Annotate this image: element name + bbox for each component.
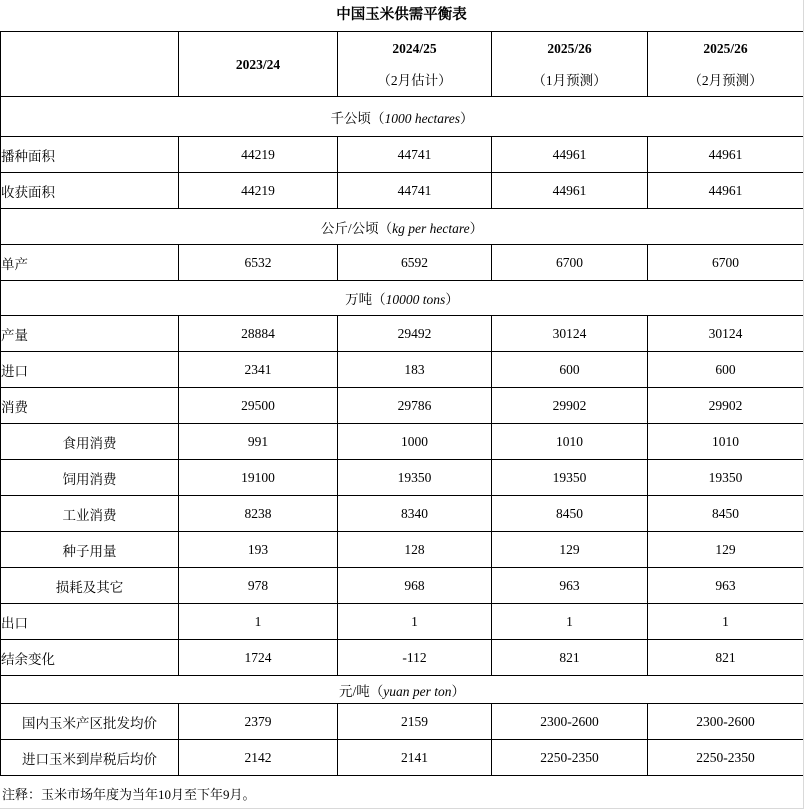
cell-value: 2250-2350	[492, 740, 648, 776]
header-year: 2025/26	[703, 40, 748, 56]
cell-value: 8340	[338, 496, 492, 532]
header-cell-2025-26-jan	[492, 32, 648, 97]
table-row	[1, 388, 804, 424]
cell-value: 193	[179, 532, 338, 568]
unit-label-en: kg per hectare	[392, 220, 470, 236]
cell-value: 1000	[338, 424, 492, 460]
header-year: 2023/24	[235, 56, 281, 72]
cell-value: 44961	[492, 137, 648, 173]
cell-value: 991	[179, 424, 338, 460]
cell-value: -112	[338, 640, 492, 676]
cell-value: 1	[648, 604, 804, 640]
table-row	[1, 704, 804, 740]
cell-value: 29492	[338, 316, 492, 352]
row-label: 进口	[1, 352, 179, 388]
cell-value: 2142	[179, 740, 338, 776]
table-row	[1, 424, 804, 460]
cell-value: 6532	[179, 245, 338, 281]
row-label: 饲用消费	[1, 460, 179, 496]
unit-label-en: yuan per ton	[383, 683, 452, 699]
cell-value: 128	[338, 532, 492, 568]
cell-value: 2300-2600	[648, 704, 804, 740]
cell-value: 821	[492, 640, 648, 676]
paren-open: （	[369, 683, 384, 699]
row-label: 消费	[1, 388, 179, 424]
cell-value: 30124	[492, 316, 648, 352]
unit-label-cn: 公斤/公顷	[320, 220, 379, 236]
cell-value: 963	[492, 568, 648, 604]
header-sublabel: （1月预测）	[532, 72, 607, 88]
unit-cell	[1, 209, 804, 245]
row-label: 单产	[1, 245, 179, 281]
table-row	[1, 245, 804, 281]
table-row	[1, 740, 804, 776]
header-year: 2025/26	[547, 40, 592, 56]
cell-value: 129	[492, 532, 648, 568]
cell-value: 600	[492, 352, 648, 388]
table-row	[1, 316, 804, 352]
paren-open: （	[378, 220, 393, 236]
cell-value: 44219	[179, 173, 338, 209]
cell-value: 6592	[338, 245, 492, 281]
table-row	[1, 137, 804, 173]
header-year: 2024/25	[392, 40, 437, 56]
cell-value: 963	[648, 568, 804, 604]
unit-label-cn: 元/吨	[338, 683, 370, 699]
row-label: 出口	[1, 604, 179, 640]
cell-value: 8238	[179, 496, 338, 532]
unit-label-cn: 万吨	[345, 292, 373, 307]
paren-close: ）	[469, 220, 484, 236]
unit-cell	[1, 281, 804, 316]
cell-value: 29902	[492, 388, 648, 424]
cell-value: 129	[648, 532, 804, 568]
cell-value: 2250-2350	[648, 740, 804, 776]
cell-value: 600	[648, 352, 804, 388]
cell-value: 44961	[492, 173, 648, 209]
cell-value: 19350	[648, 460, 804, 496]
header-sublabel: （2月预测）	[688, 72, 763, 88]
cell-value: 1724	[179, 640, 338, 676]
cell-value: 44961	[648, 137, 804, 173]
cell-value: 2141	[338, 740, 492, 776]
cell-value: 29902	[648, 388, 804, 424]
cell-value: 1	[492, 604, 648, 640]
cell-value: 6700	[648, 245, 804, 281]
cell-value: 2379	[179, 704, 338, 740]
row-label: 进口玉米到岸税后均价	[1, 740, 179, 776]
cell-value: 19100	[179, 460, 338, 496]
header-cell-2025-26-feb	[648, 32, 804, 97]
header-sublabel: （2月估计）	[377, 72, 452, 88]
cell-value: 1010	[648, 424, 804, 460]
paren-close: ）	[460, 110, 474, 126]
cell-value: 19350	[492, 460, 648, 496]
unit-row	[1, 676, 804, 704]
header-cell-2024-25	[338, 32, 492, 97]
cell-value: 2341	[179, 352, 338, 388]
paren-close: ）	[451, 683, 465, 699]
table-row	[1, 460, 804, 496]
table-row	[1, 640, 804, 676]
cell-value: 183	[338, 352, 492, 388]
cell-value: 44961	[648, 173, 804, 209]
balance-table	[0, 31, 804, 776]
cell-value: 8450	[492, 496, 648, 532]
row-label: 产量	[1, 316, 179, 352]
cell-value: 29786	[338, 388, 492, 424]
cell-value: 978	[179, 568, 338, 604]
unit-row	[1, 97, 804, 137]
row-label: 种子用量	[1, 532, 179, 568]
header-cell-empty	[1, 32, 179, 97]
cell-value: 44741	[338, 173, 492, 209]
unit-label-en: 10000 tons	[385, 292, 446, 307]
paren-open: （	[372, 292, 386, 307]
row-label: 结余变化	[1, 640, 179, 676]
table-row	[1, 604, 804, 640]
unit-row	[1, 281, 804, 316]
row-label: 损耗及其它	[1, 568, 179, 604]
cell-value: 6700	[492, 245, 648, 281]
table-row	[1, 568, 804, 604]
row-label: 播种面积	[1, 137, 179, 173]
table-row	[1, 496, 804, 532]
cell-value: 44219	[179, 137, 338, 173]
header-row	[1, 32, 804, 97]
unit-row	[1, 209, 804, 245]
table-row	[1, 352, 804, 388]
paren-close: ）	[445, 292, 459, 307]
table-body	[1, 97, 804, 776]
unit-label-en: 1000 hectares	[384, 110, 461, 126]
row-label: 收获面积	[1, 173, 179, 209]
cell-value: 2159	[338, 704, 492, 740]
table-row	[1, 532, 804, 568]
cell-value: 2300-2600	[492, 704, 648, 740]
cell-value: 44741	[338, 137, 492, 173]
unit-cell	[1, 676, 804, 704]
unit-cell	[1, 97, 804, 137]
unit-label-cn: 千公顷	[330, 110, 371, 126]
cell-value: 821	[648, 640, 804, 676]
table-row	[1, 173, 804, 209]
header-cell-2023-24	[179, 32, 338, 97]
page-title: 中国玉米供需平衡表	[336, 7, 467, 23]
cell-value: 1010	[492, 424, 648, 460]
cell-value: 29500	[179, 388, 338, 424]
paren-open: （	[370, 110, 385, 126]
cell-value: 30124	[648, 316, 804, 352]
cell-value: 1	[179, 604, 338, 640]
footnote: 注释：玉米市场年度为当年10月至下年9月。	[2, 787, 256, 802]
cell-value: 8450	[648, 496, 804, 532]
cell-value: 19350	[338, 460, 492, 496]
cell-value: 1	[338, 604, 492, 640]
row-label: 工业消费	[1, 496, 179, 532]
table-header	[1, 32, 804, 97]
row-label: 食用消费	[1, 424, 179, 460]
cell-value: 968	[338, 568, 492, 604]
cell-value: 28884	[179, 316, 338, 352]
row-label: 国内玉米产区批发均价	[1, 704, 179, 740]
